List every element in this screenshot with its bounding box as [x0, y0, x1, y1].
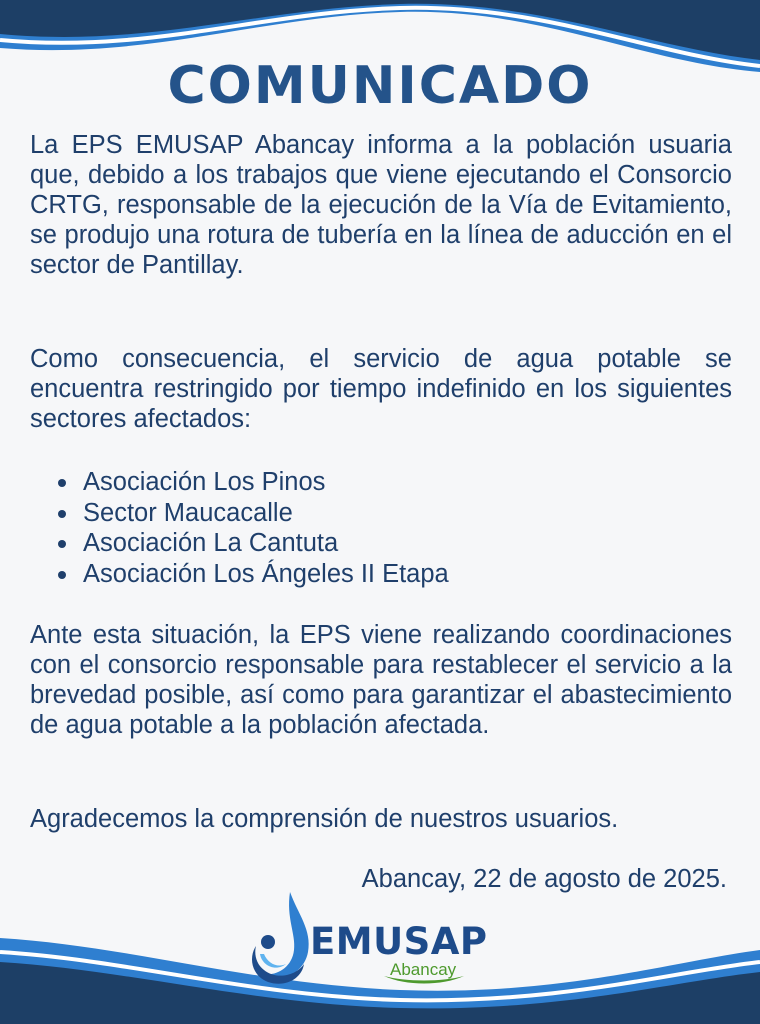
paragraph-thanks: Agradecemos la comprensión de nuestros usuarios.	[30, 805, 619, 833]
logo-city: Abancay	[390, 960, 457, 979]
list-item: Sector Maucacalle	[55, 498, 449, 529]
list-item: Asociación Los Ángeles II Etapa	[55, 559, 449, 590]
page-title: COMUNICADO	[167, 56, 593, 116]
date-line: Abancay, 22 de agosto de 2025.	[361, 865, 727, 893]
logo-wordmark: EMUSAP	[310, 920, 488, 963]
affected-sectors-list	[55, 467, 449, 589]
emusap-logo	[246, 888, 488, 988]
paragraph-consequence: Como consecuencia, el servicio de agua potable se encuentra restringido por tiempo indefinido en los siguientes sectores afectados:	[30, 345, 732, 433]
paragraph-actions: Ante esta situación, la EPS viene realizando coordinaciones con el consorcio responsable para restablecer el servicio a la brevedad posible, así como para garantizar el abastecimiento de agua potable a la población afectada.	[30, 621, 732, 739]
paragraph-incident: La EPS EMUSAP Abancay informa a la población usuaria que, debido a los trabajos que viene ejecutando el Consorcio CRTG, responsable de la ejecución de la Vía de Evitamiento, se produjo una rotura de tubería en la línea de aducción en el sector de Pantillay.	[30, 131, 732, 279]
list-item: Asociación Los Pinos	[55, 467, 449, 498]
water-drop-icon	[246, 888, 316, 988]
green-swoosh-icon	[382, 974, 466, 986]
list-item: Asociación La Cantuta	[55, 528, 449, 559]
